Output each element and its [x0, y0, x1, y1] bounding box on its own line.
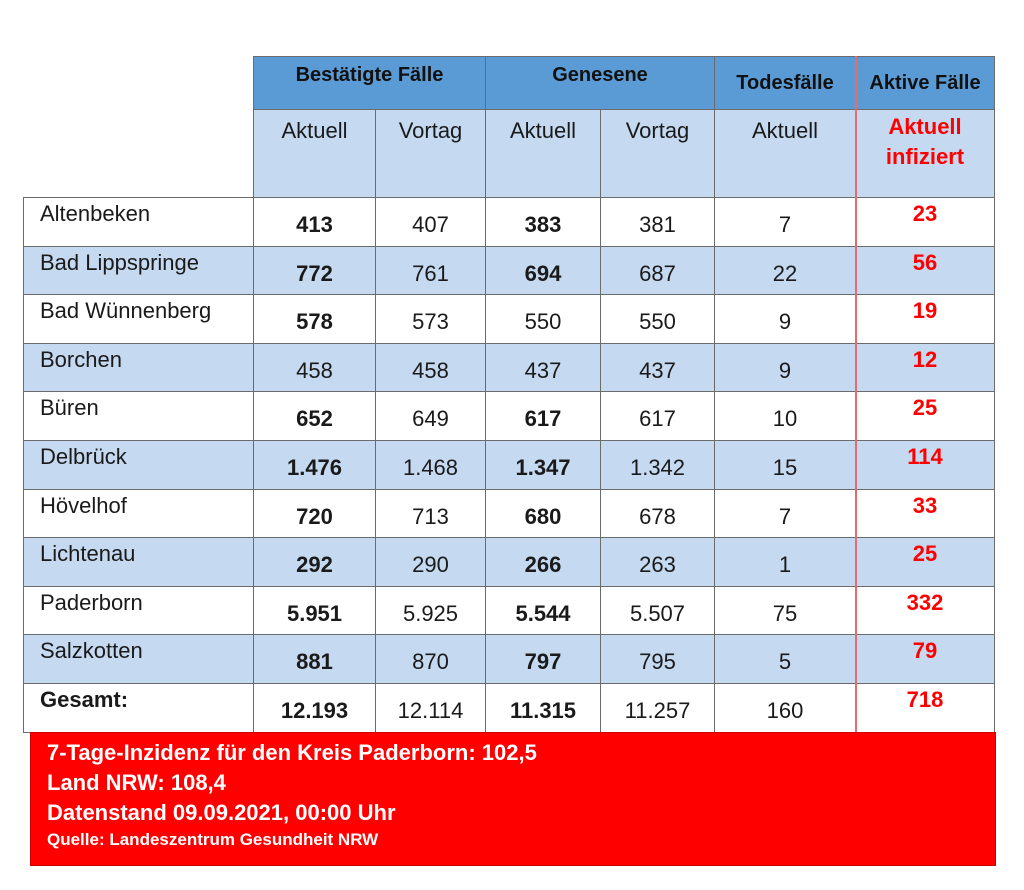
subheader-confirmed-current: Aktuell	[253, 109, 376, 198]
subheader-confirmed-previous: Vortag	[375, 109, 486, 198]
subheader-active-current: Aktuell infiziert	[855, 109, 995, 198]
header-deaths: Todesfälle	[714, 56, 856, 110]
row-recovered-previous: 678	[600, 489, 715, 538]
header-active-cases: Aktive Fälle	[855, 56, 995, 110]
total-row-confirmed-current: 12.193	[253, 683, 376, 733]
row-recovered-current: 797	[485, 634, 601, 684]
row-recovered-current: 550	[485, 294, 601, 344]
row-recovered-previous: 795	[600, 634, 715, 684]
district-incidence-text: 7-Tage-Inzidenz für den Kreis Paderborn: 102,5	[47, 740, 537, 765]
row-active-current: 25	[855, 391, 995, 441]
active-column-divider	[855, 56, 857, 732]
row-deaths-current: 7	[714, 489, 856, 538]
row-confirmed-previous: 761	[375, 246, 486, 295]
header-confirmed-cases: Bestätigte Fälle	[253, 56, 486, 110]
row-recovered-current: 680	[485, 489, 601, 538]
row-recovered-previous: 550	[600, 294, 715, 344]
total-row-active-current: 718	[855, 683, 995, 733]
row-name: Lichtenau	[23, 537, 254, 587]
total-row-deaths-current: 160	[714, 683, 856, 733]
row-name: Bad Wünnenberg	[23, 294, 254, 344]
row-name: Delbrück	[23, 440, 254, 490]
row-name: Altenbeken	[23, 197, 254, 247]
row-deaths-current: 9	[714, 343, 856, 392]
row-recovered-current: 694	[485, 246, 601, 295]
row-recovered-current: 383	[485, 197, 601, 247]
row-name: Salzkotten	[23, 634, 254, 684]
row-deaths-current: 7	[714, 197, 856, 247]
row-confirmed-previous: 407	[375, 197, 486, 247]
row-confirmed-previous: 870	[375, 634, 486, 684]
total-row-recovered-previous: 11.257	[600, 683, 715, 733]
row-deaths-current: 15	[714, 440, 856, 490]
state-incidence-text: Land NRW: 108,4	[47, 770, 226, 795]
row-confirmed-current: 881	[253, 634, 376, 684]
row-confirmed-previous: 290	[375, 537, 486, 587]
row-active-current: 79	[855, 634, 995, 684]
row-confirmed-current: 772	[253, 246, 376, 295]
row-active-current: 25	[855, 537, 995, 587]
row-recovered-previous: 437	[600, 343, 715, 392]
row-recovered-previous: 381	[600, 197, 715, 247]
row-confirmed-current: 458	[253, 343, 376, 392]
row-recovered-previous: 687	[600, 246, 715, 295]
data-date-text: Datenstand 09.09.2021, 00:00 Uhr	[47, 800, 396, 825]
row-confirmed-previous: 713	[375, 489, 486, 538]
row-deaths-current: 1	[714, 537, 856, 587]
row-confirmed-current: 720	[253, 489, 376, 538]
row-recovered-previous: 5.507	[600, 586, 715, 635]
row-recovered-current: 1.347	[485, 440, 601, 490]
row-recovered-current: 266	[485, 537, 601, 587]
row-confirmed-current: 652	[253, 391, 376, 441]
row-recovered-previous: 263	[600, 537, 715, 587]
row-recovered-current: 5.544	[485, 586, 601, 635]
row-recovered-current: 617	[485, 391, 601, 441]
row-deaths-current: 5	[714, 634, 856, 684]
info-banner	[30, 732, 996, 866]
row-active-current: 114	[855, 440, 995, 490]
row-active-current: 23	[855, 197, 995, 247]
row-confirmed-previous: 573	[375, 294, 486, 344]
row-active-current: 56	[855, 246, 995, 295]
row-active-current: 19	[855, 294, 995, 344]
row-confirmed-previous: 1.468	[375, 440, 486, 490]
row-recovered-previous: 617	[600, 391, 715, 441]
header-recovered: Genesene	[485, 56, 715, 110]
source-text: Quelle: Landeszentrum Gesundheit NRW	[47, 830, 379, 849]
subheader-recovered-current: Aktuell	[485, 109, 601, 198]
row-active-current: 12	[855, 343, 995, 392]
total-row-confirmed-previous: 12.114	[375, 683, 486, 733]
row-active-current: 33	[855, 489, 995, 538]
row-confirmed-previous: 5.925	[375, 586, 486, 635]
row-name: Paderborn	[23, 586, 254, 635]
row-confirmed-previous: 649	[375, 391, 486, 441]
row-confirmed-previous: 458	[375, 343, 486, 392]
row-name: Borchen	[23, 343, 254, 392]
row-confirmed-current: 1.476	[253, 440, 376, 490]
row-deaths-current: 10	[714, 391, 856, 441]
row-deaths-current: 22	[714, 246, 856, 295]
subheader-deaths-current: Aktuell	[714, 109, 856, 198]
row-active-current: 332	[855, 586, 995, 635]
row-name: Bad Lippspringe	[23, 246, 254, 295]
total-row-recovered-current: 11.315	[485, 683, 601, 733]
total-row-name: Gesamt:	[23, 683, 254, 733]
row-name: Büren	[23, 391, 254, 441]
row-recovered-previous: 1.342	[600, 440, 715, 490]
row-confirmed-current: 413	[253, 197, 376, 247]
row-recovered-current: 437	[485, 343, 601, 392]
row-confirmed-current: 5.951	[253, 586, 376, 635]
row-deaths-current: 75	[714, 586, 856, 635]
row-name: Hövelhof	[23, 489, 254, 538]
subheader-recovered-previous: Vortag	[600, 109, 715, 198]
row-deaths-current: 9	[714, 294, 856, 344]
row-confirmed-current: 578	[253, 294, 376, 344]
row-confirmed-current: 292	[253, 537, 376, 587]
